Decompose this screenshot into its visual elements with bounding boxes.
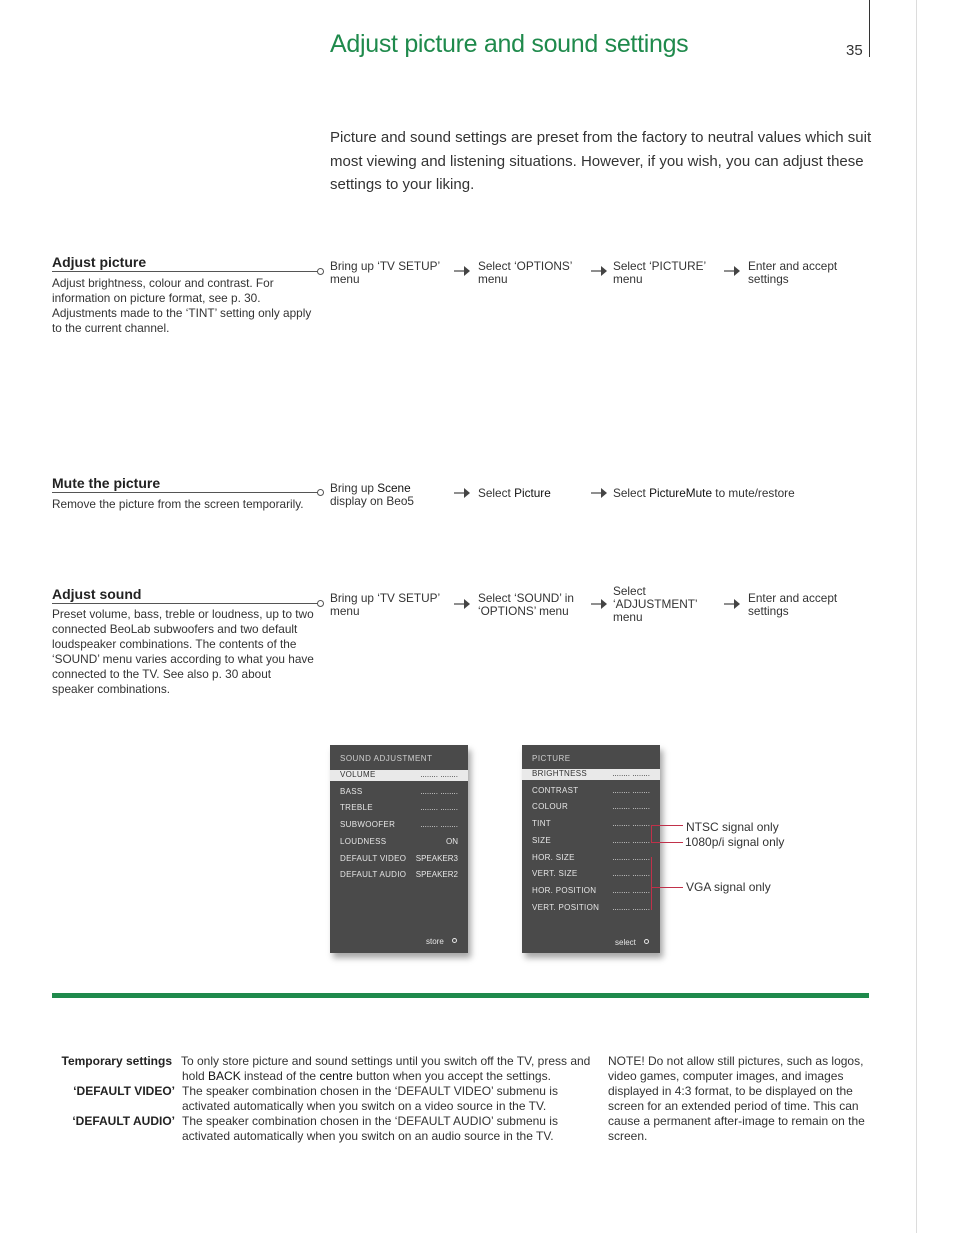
annotation-line: [651, 825, 683, 826]
sound-step-2: Select ‘SOUND’ in ‘OPTIONS’ menu: [478, 591, 574, 618]
key-centre: centre: [319, 1069, 353, 1083]
menu-footer-select: select: [615, 938, 636, 947]
annotation-line: [651, 842, 683, 843]
menu-item-value: ........ ........: [420, 820, 458, 830]
arrow-right-icon: [454, 487, 470, 499]
arrow-right-icon: [724, 598, 740, 610]
section-title-mute-picture: Mute the picture: [52, 475, 161, 491]
picture-step-4: Enter and accept settings: [748, 259, 838, 286]
menu-item-label: VERT. POSITION: [532, 902, 600, 912]
annotation-ntsc: NTSC signal only: [686, 820, 779, 834]
menu-item-value: SPEAKER2: [415, 870, 458, 880]
menu-item-label: SIZE: [532, 835, 551, 845]
menu-item-label: VOLUME: [340, 770, 376, 779]
section-divider-bar: [52, 993, 869, 998]
menu-item-value: ........ ........: [612, 769, 650, 778]
menu-item-value: ........ ........: [612, 885, 650, 895]
picture-step-1: Bring up ‘TV SETUP’ menu: [330, 259, 440, 286]
footnote-text-temporary: To only store picture and sound settings until you switch off the TV, press and hold BACK instead of the centre button when you accept the settings.: [181, 1054, 591, 1083]
footnote-label-default-audio: ‘DEFAULT AUDIO’: [72, 1114, 175, 1128]
footnote-label-default-video: ‘DEFAULT VIDEO’: [73, 1084, 175, 1098]
menu-item-value: ........ ........: [420, 803, 458, 813]
circle-button-icon: [452, 938, 457, 943]
arrow-right-icon: [454, 265, 470, 277]
menu-item-value: ........ ........: [420, 770, 458, 779]
menu-item-value: ........ ........: [612, 785, 650, 795]
menu-item-label: DEFAULT VIDEO: [340, 853, 407, 863]
menu-item-label: TINT: [532, 819, 551, 829]
annotation-line: [651, 887, 683, 888]
section-title-adjust-sound: Adjust sound: [52, 586, 142, 602]
footnote-text-default-audio: The speaker combination chosen in the ‘DEFAULT AUDIO’ submenu is activated automatically when you switch on an audio source in the TV.: [182, 1114, 558, 1143]
menu-item-value: ON: [446, 836, 458, 846]
sound-adjustment-menu: [330, 745, 468, 953]
menu-item-label: BASS: [340, 786, 363, 796]
sound-step-1: Bring up ‘TV SETUP’ menu: [330, 591, 440, 618]
annotation-bracket: [651, 857, 652, 910]
key-scene: Scene: [377, 481, 411, 495]
menu-item-value: SPEAKER3: [415, 853, 458, 863]
intro-paragraph: Picture and sound settings are preset from the factory to neutral values which suit most viewing and listening situations. However, if you wish, you can adjust these settings to your liking.: [330, 129, 872, 193]
section-desc-mute-picture: Remove the picture from the screen temporarily.: [52, 497, 304, 511]
menu-item-value: ........ ........: [612, 902, 650, 912]
menu-item-label: LOUDNESS: [340, 836, 387, 846]
footnote-label-temporary: Temporary settings: [61, 1054, 172, 1068]
page-edge-line: [916, 0, 917, 1233]
page-number: 35: [846, 42, 863, 59]
menu-item-value: ........ ........: [612, 869, 650, 879]
annotation-vga: VGA signal only: [686, 880, 771, 894]
sound-step-4: Enter and accept settings: [748, 591, 838, 618]
key-back: BACK: [208, 1069, 241, 1083]
menu-item-label: BRIGHTNESS: [532, 769, 588, 778]
key-picture: Picture: [514, 486, 551, 500]
header-divider: [869, 0, 870, 57]
menu-header: PICTURE: [532, 754, 571, 763]
menu-item-value: ........ ........: [612, 802, 650, 812]
menu-item-value: ........ ........: [612, 835, 650, 845]
menu-item-label: CONTRAST: [532, 785, 579, 795]
section-desc-adjust-picture: Adjust brightness, colour and contrast. For information on picture format, see p. 30. Adjustments made to the ‘TINT’ setting only apply to the current channel.: [52, 276, 312, 335]
menu-item-label: TREBLE: [340, 803, 373, 813]
annotation-1080: 1080p/i signal only: [685, 835, 785, 849]
annotation-bracket: [651, 825, 652, 842]
sound-step-3: Select ‘ADJUSTMENT’ menu: [613, 584, 698, 624]
menu-item-label: HOR. POSITION: [532, 885, 597, 895]
menu-item-label: HOR. SIZE: [532, 852, 575, 862]
note-paragraph: NOTE! Do not allow still pictures, such as logos, video games, computer images, and images displayed in 4:3 format, to be displayed on the screen for an extended period of time. This can cause a permanent after-image to remain on the screen.: [608, 1054, 865, 1143]
arrow-right-icon: [454, 598, 470, 610]
picture-step-2: Select ‘OPTIONS’ menu: [478, 259, 572, 286]
arrow-right-icon: [591, 265, 607, 277]
section-rule: [52, 492, 320, 493]
section-desc-adjust-sound: Preset volume, bass, treble or loudness, up to two connected BeoLab subwoofers and two default loudspeaker combinations. The contents of the ‘SOUND’ menu varies according to what you have connected to the TV. See also p. 30 about speaker combinations.: [52, 607, 314, 696]
menu-item-label: DEFAULT AUDIO: [340, 870, 407, 880]
menu-item-label: VERT. SIZE: [532, 869, 578, 879]
menu-item-value: ........ ........: [420, 786, 458, 796]
picture-step-3: Select ‘PICTURE’ menu: [613, 259, 706, 286]
menu-item-value: ........ ........: [612, 852, 650, 862]
mute-step-2: Select Picture: [478, 486, 551, 500]
picture-menu: [522, 745, 660, 953]
arrow-right-icon: [591, 487, 607, 499]
section-rule: [52, 603, 320, 604]
menu-item-label: COLOUR: [532, 802, 569, 812]
menu-item-label: SUBWOOFER: [340, 820, 396, 830]
circle-button-icon: [644, 939, 649, 944]
page-title: Adjust picture and sound settings: [330, 30, 689, 58]
menu-footer-store: store: [426, 937, 444, 946]
footnote-text-default-video: The speaker combination chosen in the ‘DEFAULT VIDEO’ submenu is activated automatically when you switch on a video source in the TV.: [182, 1084, 558, 1113]
section-title-adjust-picture: Adjust picture: [52, 254, 147, 270]
key-picturemute: PictureMute: [649, 486, 713, 500]
mute-step-1: Bring up Scene display on Beo5: [330, 481, 414, 508]
arrow-right-icon: [591, 598, 607, 610]
mute-step-3: Select PictureMute to mute/restore: [613, 486, 795, 500]
section-rule: [52, 271, 320, 272]
menu-header: SOUND ADJUSTMENT: [340, 754, 433, 763]
arrow-right-icon: [724, 265, 740, 277]
menu-item-value: ........ ........: [612, 819, 650, 829]
